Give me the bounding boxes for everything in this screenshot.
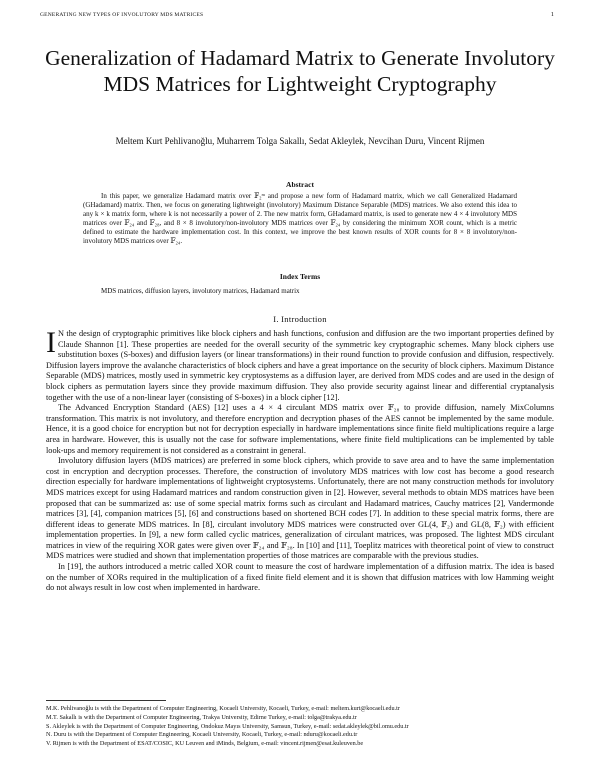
footnote: M.T. Sakallı is with the Department of Computer Engineering, Trakya University, Edirne Turkey, e-mail: tolga@trakya.edu.tr bbox=[46, 713, 357, 721]
footnote: M.K. Pehlivanoğlu is with the Department of Computer Engineering, Kocaeli University, Kocaeli, Turkey, e-mail: meltem.kurt@kocaeli.edu.tr bbox=[46, 705, 400, 712]
running-head: GENERATING NEW TYPES OF INVOLUTORY MDS MATRICES bbox=[40, 12, 204, 18]
drop-cap: I bbox=[46, 326, 56, 359]
index-terms: MDS matrices, diffusion layers, involutory matrices, Hadamard matrix bbox=[101, 287, 300, 295]
paragraph: Involutory diffusion layers (MDS matrices) are preferred in some block ciphers, which provide to save area and to have the same implementation cost in encryption and decryption processes. Therefore, the construction of involutory MDS matrices with low cost has become a good research direction especially for hardware implementations of lightweight cryptosystems. Unfortunately, there are not many construction methods for involutory MDS matrices except for using Hadamard matrices and random construction given in [2]. However, several methods to obtain MDS matrices have been proposed that can be summarized as: use of some special matrix forms such as circulant and Hadamard matrices, Cauchy matrices [2], Vandermonde matrices [3], [4], companion matrices [5], [6] and constructions based on shortened BCH codes [7]. In addition to these special matrix forms, there are different ideas to generate MDS matrices. In [8], circulant involutory MDS matrices were constructed over GL(4, 𝔽₂) and GL(8, 𝔽₂) with efficient implementation properties. In [9], a new form called cyclic matrices, generalization of circulant matrices, was proposed. The lightest MDS circulant matrices in view of the requiring XOR gates were given over 𝔽₂₄ and 𝔽₂₈. In [10] and [11], Toeplitz matrices with theoretical point of view to construct MDS matrices were studied and shown that implementation properties of those matrices are comparable with the previous studies. bbox=[46, 456, 554, 561]
body-text bbox=[46, 326, 554, 594]
footnote: V. Rijmen is with the Department of ESAT/COSIC, KU Leuven and iMinds, Belgium, e-mail: vincent.rijmen@esat.kuleuven.be bbox=[46, 740, 364, 748]
author-list: Meltem Kurt Pehlivanoğlu, Muharrem Tolga Sakallı, Sedat Akleylek, Nevcihan Duru, Vincent Rijmen bbox=[115, 136, 485, 146]
paragraph: The Advanced Encryption Standard (AES) [12] uses a 4 × 4 circulant MDS matrix over 𝔽₂₈ to provide diffusion, namely MixColumns transformation. This matrix is not involutory, and therefore encryption and decryption phases of the AES cannot be implemented by the same module. Hence, it is a good choice for encryption but not for decryption especially in hardware implementations since finite field multiplications require a large area in hardware. However, this is usually not the case for software implementations, where finite field multiplications can be implemented by table look-ups and memory requirement is not considered as a constraint in general. bbox=[46, 403, 554, 455]
footnote-rule bbox=[46, 700, 166, 701]
paragraph: I N the design of cryptographic primitives like block ciphers and hash functions, confusion and diffusion are the two important properties defined by Claude Shannon [1]. These properties are needed for the overall security of the symmetric key cryptographic schemes. Many block ciphers use substitution boxes (S-boxes) and diffusion layers (or linear transformations) in their round function to provide confusion and diffusion, respectively. Diffusion layers improve the avalanche characteristics of block ciphers and have a great importance on the security of block ciphers. Maximum Distance Separable (MDS) matrices, mostly used in symmetric key cryptosystems as a diffusion layer, are derived from MDS codes and are used in the design of block ciphers as permutation layers since they provide maximum diffusion. They also provide security against linear and differential cryptanalysis together with the use of a non-linear layer (consisting of S-boxes) in a block cipher [12]. bbox=[46, 326, 554, 402]
section-heading: I. Introduction bbox=[273, 314, 327, 324]
footnote: S. Akleylek is with the Department of Computer Engineering, Ondokuz Mayıs University, Samsun, Turkey, e-mail: sedat.akleylek@bil.omu.edu.tr bbox=[46, 722, 409, 730]
paragraph: In [19], the authors introduced a metric called XOR count to measure the cost of hardware implementation of a diffusion matrix. The idea is based on the number of XORs required in the multiplication of a fixed finite field element and it is shown that diffusion matrices with low Hamming weight do not always result in low cost when implemented in hardware. bbox=[46, 562, 554, 593]
abstract-text: In this paper, we generalize Hadamard matrix over 𝔽₂ᵐ and propose a new form of Hadamard matrix, which we call Generalized Hadamard (GHadamard) matrix. Then, we focus on generating lightweight (involutory) Maximum Distance Separable (MDS) matrices. We also extend this idea to any k × k matrix form, where k is not necessarily a power of 2. The new matrix form, GHadamard matrix, is used to generate new 4 × 4 involutory MDS matrices over 𝔽₂₄ and 𝔽₂₈, and 8 × 8 involutory/non-involutory MDS matrices over 𝔽₂₄ by considering the minimum XOR count, which is a metric defined to estimate the hardware implementation cost. In this context, we improve the best known results of XOR counts for 8 × 8 involutory/non-involutory MDS matrices over 𝔽₂₄. bbox=[83, 192, 517, 246]
footnote: N. Duru is with the Department of Computer Engineering, Kocaeli University, Kocaeli, Turkey, e-mail: nduru@kocaeli.edu.tr bbox=[46, 731, 358, 739]
paper-title: Generalization of Hadamard Matrix to Generate Involutory MDS Matrices for Lightweight Cryptography bbox=[45, 46, 555, 96]
abstract-heading: Abstract bbox=[286, 180, 314, 189]
footnotes bbox=[46, 705, 554, 749]
page-number: 1 bbox=[550, 11, 554, 18]
index-terms-heading: Index Terms bbox=[279, 272, 321, 281]
